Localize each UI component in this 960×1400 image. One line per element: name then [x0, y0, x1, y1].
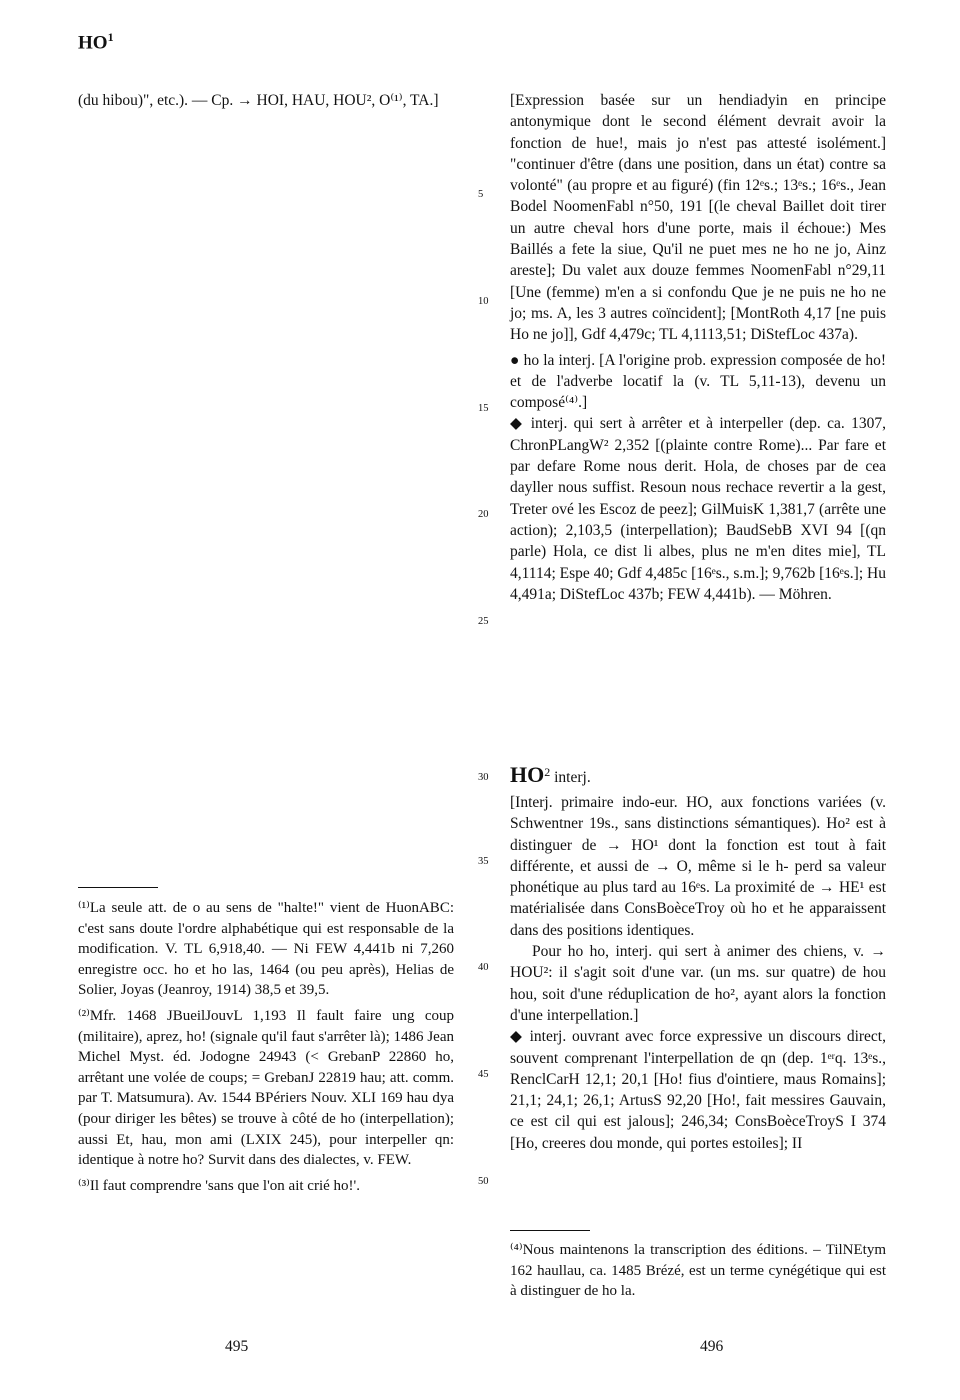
entry2-pos: interj. — [554, 769, 591, 786]
line-number: 5 — [478, 189, 484, 200]
line-number: 30 — [478, 772, 489, 783]
line-number: 40 — [478, 962, 489, 973]
entry2-headword: HO — [510, 762, 545, 787]
left-footnote-rule — [78, 887, 158, 888]
right-column-para-1: [Expression basée sur un hendiadyin en principe antonymique dont le second élément devrait avoir la fonction de hue!, mais jo n'est pas attesté isolément.] "continuer d'être (dans une position, dans un état) contre sa volonté" (au propre et au figuré) (fin 12ᵉs.; 13ᵉs.; 16ᵉs., Jean Bodel NoomenFabl n°50, 191 [(le cheval Baillet doit tirer un autre cheval hors d'une porte, mais il échoue:) Mes Baillés a fete la siue, Qu'il ne puet mes ne ho ne jo, Ainz areste]; Du valet aux douze femmes NoomenFabl n°29,11 [Une (femme) m'en a si confondu Que je ne puis ne ho ne jo; ms. A, les 3 autres coïncident]; [MontRoth 4,17 [ne puis Ho ne jo]], Gdf 4,479c; TL 4,1113,51; DiStefLoc 437a). — [510, 92, 886, 344]
left-footnotes — [78, 898, 454, 1201]
right-column — [510, 90, 886, 605]
line-number: 15 — [478, 403, 489, 414]
entry2-para-3: ◆ interj. ouvrant avec force expressive un discours direct, souvent comprenant l'interpellation de qn (dep. 1ᵉʳq. 13ᵉs., RenclCarH 12,1; 20,1 [Ho! fius d'ointiere, maus Romains]; 21,1; 24,1; 26,1; ArtusS 92,20 [Ho!, fait messires Gauvain, ce est cil qui est jalous]; 246,34; ConsBoèceTroyS I 374 [Ho, creeres dou monde, qui portes estoiles]; II — [510, 1028, 886, 1152]
header-headword: HO — [78, 32, 108, 54]
line-number: 20 — [478, 509, 489, 520]
header-sup: 1 — [107, 30, 114, 44]
entry2-para-2: Pour ho ho, interj. qui sert à animer des chiens, v. → HOU²: il s'agit soit d'une var. (un ms. sur quatre) de hou hou, soit d'une réduplication de ho², ayant alors la fonction d'une interpellation.] — [510, 943, 886, 1024]
right-column-entry2 — [510, 792, 886, 1154]
page-number-left: 495 — [225, 1338, 249, 1355]
line-number: 50 — [478, 1176, 489, 1187]
entry2-sup: 2 — [544, 764, 551, 779]
page-header — [78, 30, 114, 54]
left-column-text: (du hibou)", etc.). — Cp. → HOI, HAU, HOU², O⁽¹⁾, TA.] — [78, 92, 439, 109]
footnote-2: ⁽²⁾Mfr. 1468 JBueilJouvL 1,193 Il fault faire ung coup (militaire), aprez, ho! (signale qu'il faut s'arrêter là); 1486 Jean Michel Myst. éd. Jodogne 24943 (< GrebanP 22860 ho, arrêtant une volée de coups; = GrebanJ 22819 hau; att. comm. par T. Matsumura). Av. 1544 BPériers Nouv. XLI 169 hau dya (pour diriger les bêtes) se trouve à côté de ho (interpellation); aussi Et, hau, mon ami (LXIX 245), pour interpeller qn: identique à notre ho? Survit dans des dialectes, v. FEW. — [78, 1007, 454, 1169]
footnote-3: ⁽³⁾Il faut comprendre 'sans que l'on ait crié ho!'. — [78, 1177, 360, 1194]
page-number-right: 496 — [700, 1338, 724, 1355]
right-footnote-rule — [510, 1230, 590, 1231]
right-column-para-3: ◆ interj. qui sert à arrêter et à interpeller (dep. ca. 1307, ChronPLangW² 2,352 [(plainte contre Rome)... Par fare et par defare Rome nous derit. Hola, de choses par de cea dayller nous suffist. Resoun nous rechace revertir a la gest, Treter ové les Escoz de peez]; GilMuisK 1,381,7 (arrête une action); 2,103,5 (interpellation); BaudSebB XVI 94 [(qn parle) Hola, ce dist li albes, plus ne m'en dites mie], TL 4,1114; Espe 40; Gdf 4,485c [16ᵉs., s.m.]; 9,762b [16ᵉs.]; Hu 4,491a; DiStefLoc 437b; FEW 4,441b). — Möhren. — [510, 415, 886, 603]
footnote-1: ⁽¹⁾La seule att. de o au sens de "halte!" vient de HuonABC: c'est sans doute l'ordre alphabétique qui est responsable de la modification. V. TL 6,918,40. — Ni FEW 4,441b ni 7,260 enregistre occ. ho et ho las, 1464 (ou peu après), Helias de Solier, Joyas (Jeanroy, 1914) 38,5 et 39,5. — [78, 900, 454, 999]
footnote-4: ⁽⁴⁾Nous maintenons la transcription des éditions. – TilNEtym 162 haullau, ca. 1485 Brézé, est un terme cynégétique qui est à distinguer de ho la. — [510, 1242, 886, 1300]
line-number: 45 — [478, 1069, 489, 1080]
line-number: 10 — [478, 296, 489, 307]
line-number: 35 — [478, 856, 489, 867]
left-column — [78, 90, 454, 111]
right-footnotes — [510, 1240, 886, 1307]
entry2-para-1: [Interj. primaire indo-eur. HO, aux fonctions variées (v. Schwentner 19s., sans distinctions sémantiques). Ho² est à distinguer de → HO¹ dont la fonction est tout à fait différente, et aussi de → O, même si le h- perd sa valeur phonétique au plus tard au 16ᵉs. La proximité de → HE¹ est matérialisée dans ConsBoèceTroy où ho et he apparaissent dans des positions identiques. — [510, 794, 886, 939]
entry2-heading — [510, 762, 591, 788]
right-column-para-2: ● ho la interj. [A l'origine prob. expression composée de ho! et de l'adverbe locatif la (v. TL 5,11-13), devenu un composé⁽⁴⁾.] — [510, 351, 886, 412]
line-number: 25 — [478, 616, 489, 627]
